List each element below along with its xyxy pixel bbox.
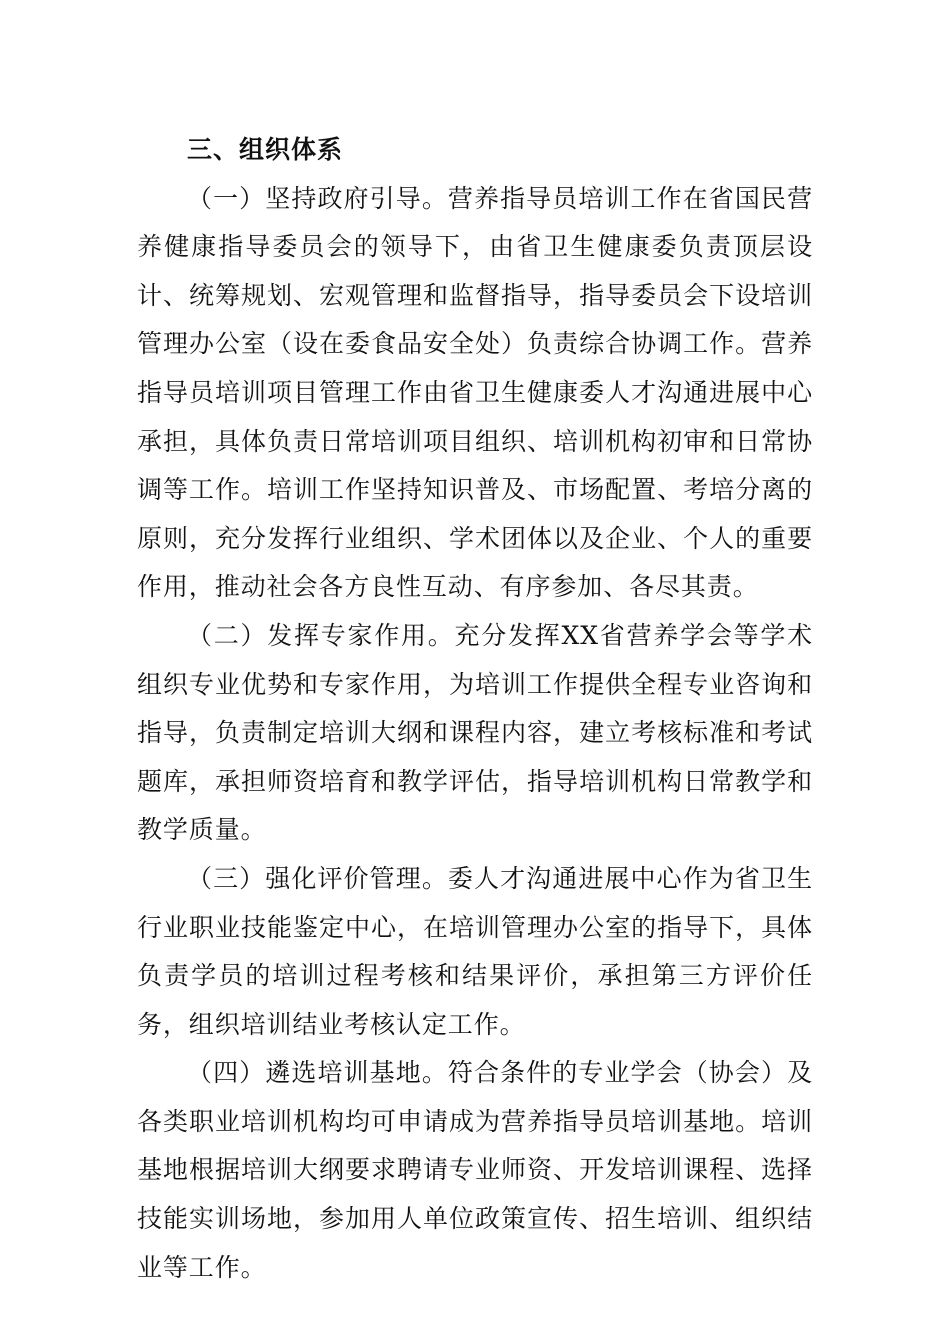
- paragraph-lead: （三）强化评价管理。: [187, 863, 448, 893]
- paragraph-expert-role: [137, 612, 813, 855]
- paragraph-training-base-selection: [137, 1049, 813, 1292]
- paragraph-government-guidance: [137, 175, 813, 612]
- section-heading: 三、组织体系: [187, 135, 344, 164]
- paragraph-lead: （四）遴选培训基地。: [187, 1058, 448, 1088]
- paragraph-evaluation-management: [137, 855, 813, 1049]
- paragraph-body: 委人才沟通进展中心作为省卫生行业职业技能鉴定中心，在培训管理办公室的指导下，具体负责学员的培训过程考核和结果评价，承担第三方评价任务，组织培训结业考核认定工作。: [137, 863, 813, 1039]
- paragraph-lead: （二）发挥专家作用。: [187, 620, 455, 650]
- paragraph-lead: （一）坚持政府引导。: [187, 183, 448, 213]
- paragraph-body: 充分发挥XX省营养学会等学术组织专业优势和专家作用，为培训工作提供全程专业咨询和指导，负责制定培训大纲和课程内容，建立考核标准和考试题库，承担师资培育和教学评估，指导培训机构日常教学和教学质量。: [137, 620, 813, 845]
- paragraph-body: 符合条件的专业学会（协会）及各类职业培训机构均可申请成为营养指导员培训基地。培训基地根据培训大纲要求聘请专业师资、开发培训课程、选择技能实训场地，参加用人单位政策宣传、招生培训、组织结业等工作。: [137, 1058, 813, 1282]
- document-body: [137, 126, 813, 1292]
- paragraph-body: 营养指导员培训工作在省国民营养健康指导委员会的领导下，由省卫生健康委负责顶层设计、统筹规划、宏观管理和监督指导，指导委员会下设培训管理办公室（设在委食品安全处）负责综合协调工作。营养指导员培训项目管理工作由省卫生健康委人才沟通进展中心承担，具体负责日常培训项目组织、培训机构初审和日常协调等工作。培训工作坚持知识普及、市场配置、考培分离的原则，充分发挥行业组织、学术团体以及企业、个人的重要作用，推动社会各方良性互动、有序参加、各尽其责。: [137, 183, 813, 602]
